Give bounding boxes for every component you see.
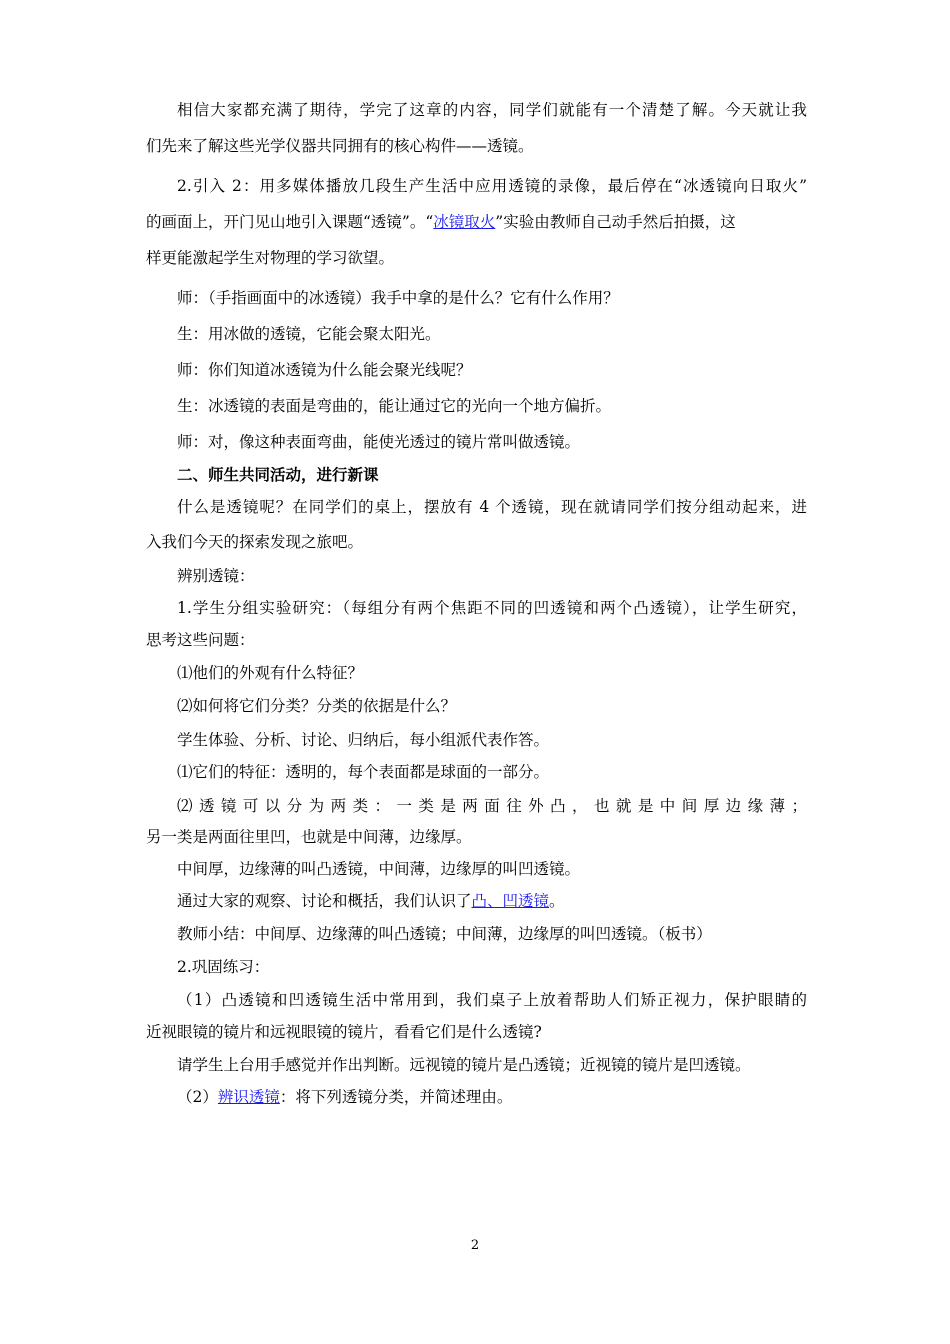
paragraph-line: 学生体验、分析、讨论、归纳后，每小组派代表作答。 — [177, 731, 550, 749]
paragraph-line: 中间厚，边缘薄的叫凸透镜，中间薄，边缘厚的叫凹透镜。 — [177, 860, 581, 878]
answer-item: ⑵透镜可以分为两类：一类是两面往外凸，也就是中间厚边缘薄； — [177, 797, 807, 815]
paragraph-line: 的画面上，开门见山地引入课题“透镜”。“冰镜取火”实验由教师自己动手然后拍摄，这 — [146, 213, 736, 231]
dialogue-line: 师：你们知道冰透镜为什么能会聚光线呢？ — [177, 361, 472, 379]
answer-item: 另一类是两面往里凹，也就是中间薄，边缘厚。 — [146, 828, 472, 846]
paragraph-line: （1）凸透镜和凹透镜生活中常用到，我们桌子上放着帮助人们矫正视力，保护眼睛的 — [177, 991, 807, 1009]
paragraph-line: 相信大家都充满了期待，学完了这章的内容，同学们就能有一个清楚了解。今天就让我 — [177, 101, 807, 119]
question-item: ⑴他们的外观有什么特征？ — [177, 664, 364, 682]
paragraph-line: 们先来了解这些光学仪器共同拥有的核心构件——透镜。 — [146, 137, 534, 155]
dialogue-line: 师：（手指画面中的冰透镜）我手中拿的是什么？它有什么作用？ — [177, 289, 619, 307]
section-heading: 二、师生共同活动，进行新课 — [177, 466, 379, 484]
page-number: 2 — [470, 1238, 480, 1253]
link-bingjing-quhuo[interactable]: 冰镜取火 — [433, 213, 496, 231]
paragraph-line: （2）辨识透镜：将下列透镜分类，并简述理由。 — [177, 1088, 513, 1106]
paragraph-line: 辨别透镜： — [177, 567, 255, 585]
dialogue-line: 师：对，像这种表面弯曲，能使光透过的镜片常叫做透镜。 — [177, 433, 581, 451]
paragraph-line: 什么是透镜呢？在同学们的桌上，摆放有 4 个透镜，现在就请同学们按分组动起来，进 — [177, 498, 807, 516]
link-bianshi-toujing[interactable]: 辨识透镜 — [217, 1088, 280, 1106]
paragraph-line: 思考这些问题： — [146, 631, 255, 649]
paragraph-line: 样更能激起学生对物理的学习欲望。 — [146, 249, 395, 267]
paragraph-line: 教师小结：中间厚、边缘薄的叫凸透镜；中间薄，边缘厚的叫凹透镜。（板书） — [177, 925, 712, 943]
dialogue-line: 生：冰透镜的表面是弯曲的，能让通过它的光向一个地方偏折。 — [177, 397, 612, 415]
link-tu-ao-toujing[interactable]: 凸、凹透镜 — [471, 892, 550, 910]
paragraph-line: 2.巩固练习： — [177, 958, 270, 976]
paragraph-line: 1.学生分组实验研究：（每组分有两个焦距不同的凹透镜和两个凸透镜），让学生研究， — [177, 599, 807, 617]
paragraph-line: 2.引入 2：用多媒体播放几段生产生活中应用透镜的录像，最后停在“冰透镜向日取火” — [177, 177, 807, 195]
answer-item: ⑴它们的特征：透明的，每个表面都是球面的一部分。 — [177, 763, 550, 781]
paragraph-line: 入我们今天的探索发现之旅吧。 — [146, 533, 364, 551]
question-item: ⑵如何将它们分类？分类的依据是什么？ — [177, 697, 457, 715]
paragraph-line: 近视眼镜的镜片和远视眼镜的镜片，看看它们是什么透镜? — [146, 1023, 542, 1041]
dialogue-line: 生：用冰做的透镜，它能会聚太阳光。 — [177, 325, 441, 343]
paragraph-line: 通过大家的观察、讨论和概括，我们认识了凸、凹透镜。 — [177, 892, 565, 910]
paragraph-line: 请学生上台用手感觉并作出判断。远视镜的镜片是凸透镜；近视镜的镜片是凹透镜。 — [177, 1056, 751, 1074]
